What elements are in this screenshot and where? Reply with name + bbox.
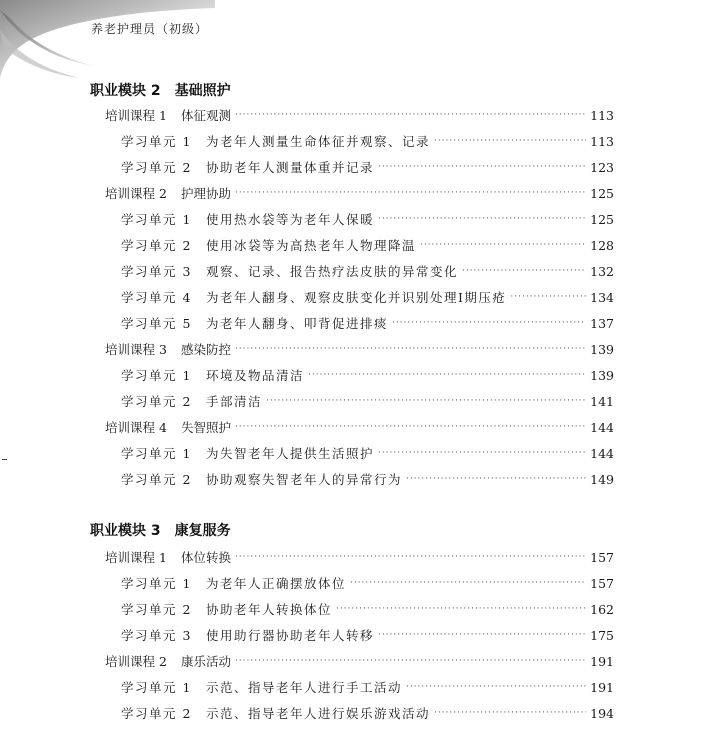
dot-leader: [510, 292, 586, 302]
toc-unit-row[interactable]: [121, 235, 614, 255]
entry-title: 示范、指导老年人进行娱乐游戏活动: [205, 706, 430, 721]
toc-course-row[interactable]: [105, 105, 614, 125]
dot-leader: [235, 552, 586, 562]
entry-code: 学习单元 1: [121, 446, 192, 461]
toc-unit-row[interactable]: [121, 391, 614, 411]
entry-code: 学习单元 2: [121, 160, 192, 175]
page-number: 134: [590, 289, 614, 305]
toc-course-row[interactable]: [105, 547, 614, 567]
entry-code: 学习单元 1: [121, 212, 192, 227]
toc-unit-row[interactable]: [121, 625, 614, 645]
toc-unit-row[interactable]: [121, 703, 614, 723]
entry-code: 培训课程 2: [105, 186, 167, 201]
page-number: 113: [590, 107, 614, 123]
entry-code: 学习单元 3: [121, 628, 192, 643]
dot-leader: [378, 214, 586, 224]
entry-code: 培训课程 1: [105, 550, 167, 565]
entry-title: 为老年人正确摆放体位: [205, 576, 346, 591]
dot-leader: [235, 656, 586, 666]
entry-code: 学习单元 2: [121, 238, 192, 253]
entry-title: 环境及物品清洁: [205, 368, 304, 383]
dot-leader: [336, 604, 586, 614]
toc-course-row[interactable]: [105, 339, 614, 359]
entry-title: 失智照护: [180, 420, 231, 435]
entry-code: 培训课程 2: [105, 654, 167, 669]
page-number: 141: [590, 393, 614, 409]
entry-title: 使用助行器协助老年人转移: [205, 628, 374, 643]
entry-title: 为老年人测量生命体征并观察、记录: [205, 134, 430, 149]
entry-code: 学习单元 2: [121, 472, 192, 487]
toc-unit-row[interactable]: [121, 261, 614, 281]
dot-leader: [266, 396, 586, 406]
entry-code: 培训课程 4: [105, 420, 167, 435]
page-number: 113: [590, 133, 614, 149]
entry-code: 学习单元 3: [121, 264, 192, 279]
entry-title: 护理协助: [180, 186, 231, 201]
page-number: 162: [590, 601, 614, 617]
toc-course-row[interactable]: [105, 417, 614, 437]
entry-title: 协助老年人转换体位: [205, 602, 332, 617]
entry-code: 学习单元 1: [121, 368, 192, 383]
toc-unit-row[interactable]: [121, 573, 614, 593]
page-number: 175: [590, 627, 614, 643]
dot-leader: [392, 318, 586, 328]
dot-leader: [350, 578, 586, 588]
entry-code: 学习单元 1: [121, 134, 192, 149]
module-heading: 职业模块 2 基础照护: [90, 83, 231, 99]
entry-code: 学习单元 2: [121, 602, 192, 617]
page-number: 191: [590, 679, 614, 695]
entry-code: 学习单元 5: [121, 316, 192, 331]
dot-leader: [308, 370, 586, 380]
page-number: 149: [590, 471, 614, 487]
dot-leader: [378, 630, 586, 640]
entry-title: 为失智老年人提供生活照护: [205, 446, 374, 461]
dot-leader: [434, 136, 586, 146]
entry-title: 使用热水袋等为老年人保暖: [205, 212, 374, 227]
page-number: 191: [590, 653, 614, 669]
toc-unit-row[interactable]: [121, 313, 614, 333]
running-header-title: 养老护理员（初级）: [91, 22, 209, 36]
page-number: 123: [590, 159, 614, 175]
toc-course-row[interactable]: [105, 183, 614, 203]
entry-code: 学习单元 2: [121, 394, 192, 409]
entry-title: 体位转换: [180, 550, 231, 565]
entry-title: 协助老年人测量体重并记录: [205, 160, 374, 175]
dot-leader: [378, 448, 586, 458]
entry-title: 为老年人翻身、观察皮肤变化并识别处理Ⅰ期压疮: [205, 290, 507, 305]
toc-course-row[interactable]: [105, 651, 614, 671]
page-number: 128: [590, 237, 614, 253]
margin-tick-mark: [2, 459, 7, 460]
page-number: 125: [590, 211, 614, 227]
page-number: 157: [590, 549, 614, 565]
entry-title: 为老年人翻身、叩背促进排痰: [205, 316, 388, 331]
dot-leader: [235, 110, 586, 120]
page-number: 144: [590, 419, 614, 435]
entry-code: 学习单元 4: [121, 290, 192, 305]
toc-unit-row[interactable]: [121, 287, 614, 307]
dot-leader: [406, 474, 586, 484]
toc-unit-row[interactable]: [121, 443, 614, 463]
page-number: 139: [590, 367, 614, 383]
dot-leader: [235, 188, 586, 198]
dot-leader: [462, 266, 586, 276]
dot-leader: [420, 240, 586, 250]
dot-leader: [434, 708, 586, 718]
toc-unit-row[interactable]: [121, 209, 614, 229]
dot-leader: [235, 344, 586, 354]
dot-leader: [378, 162, 586, 172]
dot-leader: [235, 422, 586, 432]
entry-title: 观察、记录、报告热疗法皮肤的异常变化: [205, 264, 458, 279]
page-number: 125: [590, 185, 614, 201]
module-heading: 职业模块 3 康复服务: [90, 523, 231, 539]
entry-title: 手部清洁: [205, 394, 262, 409]
entry-code: 培训课程 3: [105, 342, 167, 357]
page-number: 137: [590, 315, 614, 331]
page-number: 144: [590, 445, 614, 461]
toc-unit-row[interactable]: [121, 365, 614, 385]
entry-code: 学习单元 1: [121, 576, 192, 591]
entry-title: 协助观察失智老年人的异常行为: [205, 472, 402, 487]
page-number: 139: [590, 341, 614, 357]
toc-unit-row[interactable]: [121, 157, 614, 177]
entry-title: 使用冰袋等为高热老年人物理降温: [205, 238, 416, 253]
page-number: 157: [590, 575, 614, 591]
entry-title: 示范、指导老年人进行手工活动: [205, 680, 402, 695]
entry-title: 感染防控: [180, 342, 231, 357]
entry-title: 康乐活动: [180, 654, 231, 669]
toc-unit-row[interactable]: [121, 599, 614, 619]
entry-code: 学习单元 1: [121, 680, 192, 695]
toc-unit-row[interactable]: [121, 677, 614, 697]
entry-title: 体征观测: [180, 108, 231, 123]
page-number: 194: [590, 705, 614, 721]
entry-code: 培训课程 1: [105, 108, 167, 123]
toc-unit-row[interactable]: [121, 469, 614, 489]
dot-leader: [406, 682, 586, 692]
entry-code: 学习单元 2: [121, 706, 192, 721]
page-number: 132: [590, 263, 614, 279]
toc-unit-row[interactable]: [121, 131, 614, 151]
